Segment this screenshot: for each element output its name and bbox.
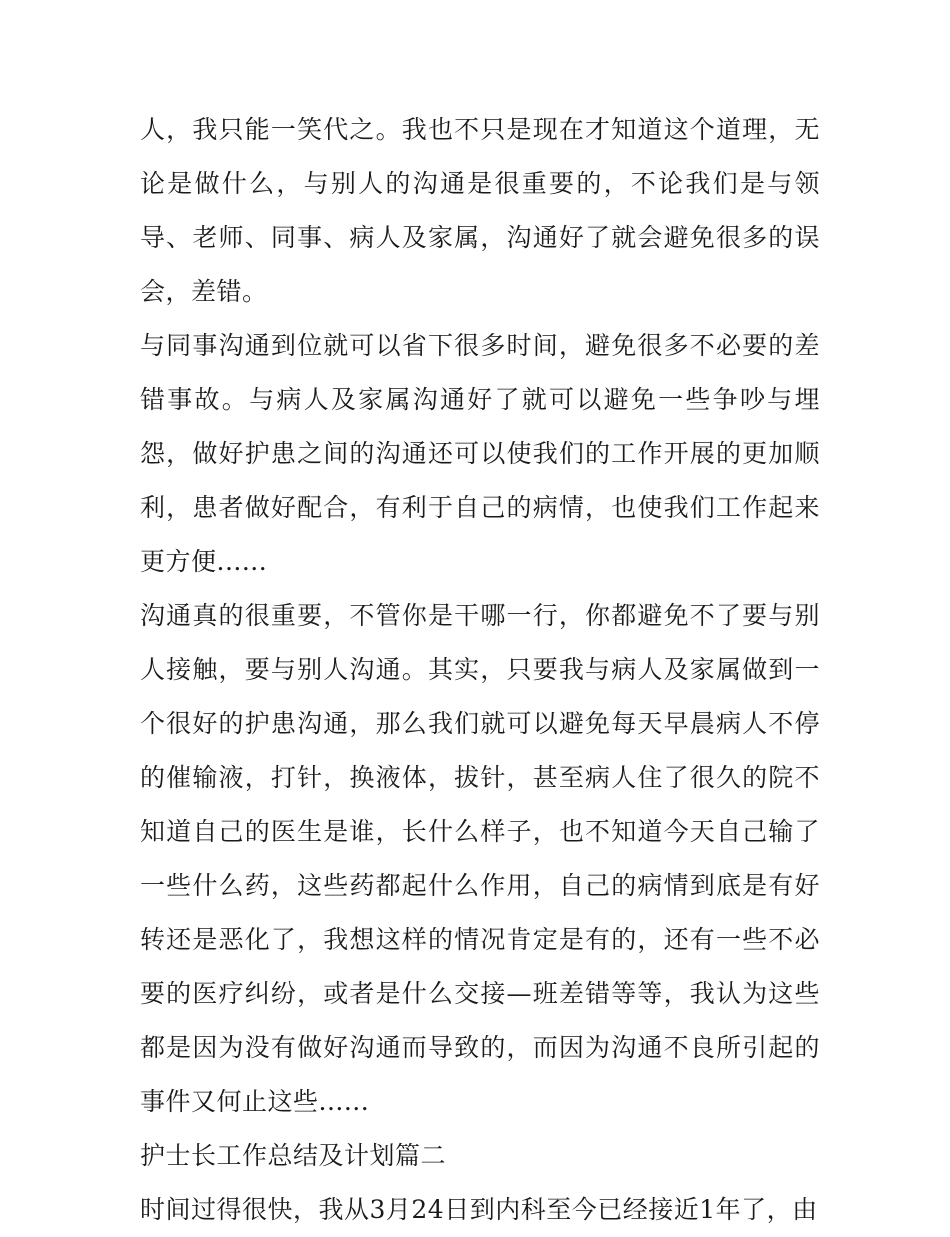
document-body — [140, 103, 820, 1237]
paragraph-colleague-communication: 与同事沟通到位就可以省下很多时间，避免很多不必要的差错事故。与病人及家属沟通好了就可以避免一些争吵与埋怨，做好护患之间的沟通还可以使我们的工作开展的更加顺利，患者做好配合，有利于自己的病情，也使我们工作起来更方便...... — [140, 331, 820, 576]
paragraph-time-passes: 时间过得很快，我从3月24日到内科至今已经接近1年了，由 — [140, 1195, 818, 1224]
paragraph-communication-importance: 沟通真的很重要，不管你是干哪一行，你都避免不了要与别人接触，要与别人沟通。其实，只要我与病人及家属做到一个很好的护患沟通，那么我们就可以避免每天早晨病人不停的催输液，打针，换液体，拔针，甚至病人住了很久的院不知道自己的医生是谁，长什么样子，也不知道今天自己输了一些什么药，这些药都起什么作用，自己的病情到底是有好转还是恶化了，我想这样的情况肯定是有的，还有一些不必要的医疗纠纷，或者是什么交接—班差错等等，我认为这些都是因为没有做好沟通而导致的，而因为沟通不良所引起的事件又何止这些...... — [140, 601, 820, 1116]
section-heading: 护士长工作总结及计划篇二 — [140, 1141, 447, 1170]
paragraph-communication-intro: 人，我只能一笑代之。我也不只是现在才知道这个道理，无论是做什么，与别人的沟通是很重要的，不论我们是与领导、老师、同事、病人及家属，沟通好了就会避免很多的误会，差错。 — [140, 115, 820, 306]
